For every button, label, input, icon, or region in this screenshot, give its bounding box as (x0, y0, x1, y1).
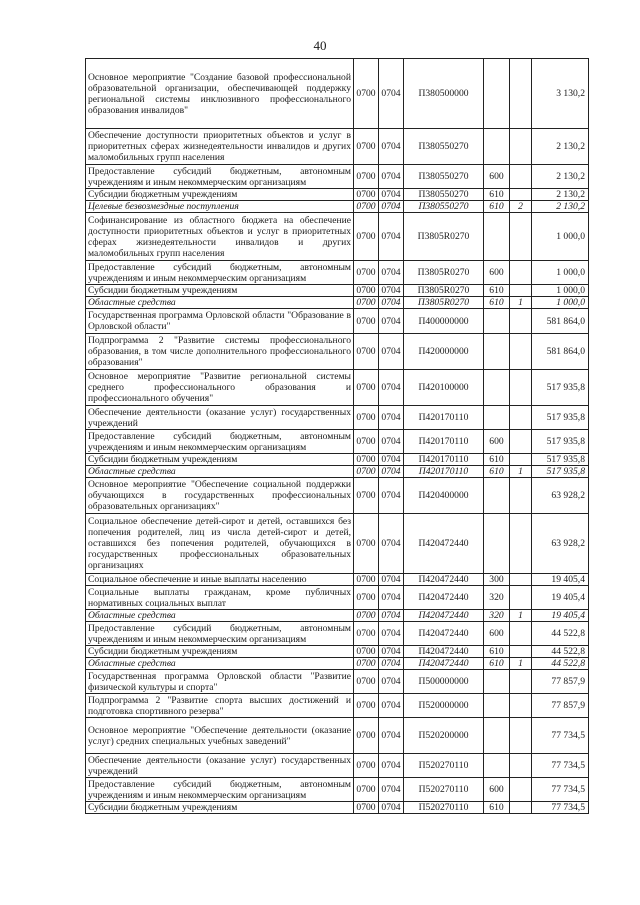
row-subsection-code: 0704 (379, 201, 404, 213)
row-section-code: 0700 (354, 261, 379, 285)
row-target-code: П520270110 (404, 802, 484, 814)
row-target-code: П420472440 (404, 514, 484, 574)
row-source-code (510, 718, 532, 754)
row-section-code: 0700 (354, 718, 379, 754)
row-amount: 517 935,8 (532, 466, 589, 478)
row-amount: 517 935,8 (532, 406, 589, 430)
table-row (86, 201, 589, 213)
row-target-code: П420170110 (404, 430, 484, 454)
row-source-code: 1 (510, 658, 532, 670)
row-source-code (510, 694, 532, 718)
table-row (86, 454, 589, 466)
row-expense-type (484, 370, 510, 406)
row-section-code: 0700 (354, 694, 379, 718)
row-amount: 2 130,2 (532, 201, 589, 213)
row-expense-type: 610 (484, 297, 510, 309)
row-name: Основное мероприятие "Обеспечение деятельности (оказание услуг) средних специальных учебных заведений" (86, 718, 354, 754)
row-subsection-code: 0704 (379, 478, 404, 514)
row-amount: 77 857,9 (532, 670, 589, 694)
table-row (86, 754, 589, 778)
table-row (86, 129, 589, 165)
row-expense-type: 610 (484, 285, 510, 297)
row-name: Предоставление субсидий бюджетным, автономным учреждениям и иным некоммерческим организациям (86, 261, 354, 285)
row-source-code (510, 285, 532, 297)
row-amount: 19 405,4 (532, 610, 589, 622)
row-name: Областные средства (86, 658, 354, 670)
budget-table (85, 58, 589, 814)
row-target-code: П500000000 (404, 670, 484, 694)
row-name: Субсидии бюджетным учреждениям (86, 285, 354, 297)
row-amount: 517 935,8 (532, 430, 589, 454)
row-expense-type (484, 309, 510, 334)
row-section-code: 0700 (354, 646, 379, 658)
row-expense-type (484, 478, 510, 514)
row-name: Государственная программа Орловской области "Развитие физической культуры и спорта" (86, 670, 354, 694)
row-source-code (510, 165, 532, 189)
row-subsection-code: 0704 (379, 406, 404, 430)
row-expense-type: 600 (484, 430, 510, 454)
row-name: Обеспечение доступности приоритетных объектов и услуг в приоритетных сферах жизнедеятельности инвалидов и других маломобильных групп населения (86, 129, 354, 165)
row-subsection-code: 0704 (379, 165, 404, 189)
row-subsection-code: 0704 (379, 610, 404, 622)
row-target-code: П420472440 (404, 610, 484, 622)
row-section-code: 0700 (354, 213, 379, 261)
row-expense-type: 610 (484, 646, 510, 658)
row-source-code (510, 334, 532, 370)
row-source-code (510, 478, 532, 514)
row-subsection-code: 0704 (379, 297, 404, 309)
row-section-code: 0700 (354, 406, 379, 430)
row-section-code: 0700 (354, 165, 379, 189)
row-expense-type: 320 (484, 610, 510, 622)
row-amount: 44 522,8 (532, 658, 589, 670)
row-expense-type (484, 213, 510, 261)
row-name: Основное мероприятие "Обеспечение социальной поддержки обучающихся в государственных профессиональных образовательных организациях" (86, 478, 354, 514)
row-expense-type: 610 (484, 454, 510, 466)
table-row (86, 514, 589, 574)
row-subsection-code: 0704 (379, 334, 404, 370)
row-section-code: 0700 (354, 297, 379, 309)
row-section-code: 0700 (354, 59, 379, 129)
row-subsection-code: 0704 (379, 189, 404, 201)
row-amount: 2 130,2 (532, 129, 589, 165)
row-section-code: 0700 (354, 454, 379, 466)
table-row (86, 802, 589, 814)
row-name: Предоставление субсидий бюджетным, автономным учреждениям и иным некоммерческим организациям (86, 430, 354, 454)
row-expense-type (484, 718, 510, 754)
table-row (86, 309, 589, 334)
row-section-code: 0700 (354, 574, 379, 586)
row-subsection-code: 0704 (379, 718, 404, 754)
row-target-code: П420472440 (404, 646, 484, 658)
row-target-code: П380550270 (404, 129, 484, 165)
row-source-code (510, 430, 532, 454)
row-target-code: П520200000 (404, 718, 484, 754)
row-name: Обеспечение деятельности (оказание услуг) государственных учреждений (86, 754, 354, 778)
row-subsection-code: 0704 (379, 778, 404, 802)
row-name: Предоставление субсидий бюджетным, автономным учреждениям и иным некоммерческим организациям (86, 165, 354, 189)
row-subsection-code: 0704 (379, 514, 404, 574)
row-expense-type (484, 129, 510, 165)
row-section-code: 0700 (354, 586, 379, 610)
row-source-code (510, 586, 532, 610)
row-section-code: 0700 (354, 285, 379, 297)
row-amount: 19 405,4 (532, 586, 589, 610)
row-target-code: П420472440 (404, 586, 484, 610)
row-section-code: 0700 (354, 309, 379, 334)
row-name: Областные средства (86, 610, 354, 622)
page-number: 40 (313, 38, 327, 53)
row-subsection-code: 0704 (379, 370, 404, 406)
row-section-code: 0700 (354, 189, 379, 201)
row-section-code: 0700 (354, 610, 379, 622)
table-row (86, 610, 589, 622)
table-row (86, 586, 589, 610)
row-source-code (510, 802, 532, 814)
row-source-code: 1 (510, 466, 532, 478)
row-name: Подпрограмма 2 "Развитие спорта высших достижений и подготовка спортивного резерва" (86, 694, 354, 718)
row-name: Областные средства (86, 466, 354, 478)
row-amount: 44 522,8 (532, 622, 589, 646)
table-row (86, 646, 589, 658)
row-source-code (510, 454, 532, 466)
table-row (86, 285, 589, 297)
row-subsection-code: 0704 (379, 466, 404, 478)
row-expense-type: 600 (484, 165, 510, 189)
row-section-code: 0700 (354, 622, 379, 646)
table-row (86, 574, 589, 586)
table-row (86, 622, 589, 646)
row-target-code: П420472440 (404, 574, 484, 586)
row-name: Софинансирование из областного бюджета на обеспечение доступности приоритетных объектов и услуг в приоритетных сферах жизнедеятельности инвалидов и других маломобильных групп населения (86, 213, 354, 261)
table-row (86, 261, 589, 285)
row-name: Основное мероприятие "Развитие региональной системы среднего профессионального образования и профессионального обучения" (86, 370, 354, 406)
row-source-code (510, 309, 532, 334)
row-subsection-code: 0704 (379, 574, 404, 586)
row-amount: 77 734,5 (532, 754, 589, 778)
row-section-code: 0700 (354, 466, 379, 478)
row-section-code: 0700 (354, 778, 379, 802)
row-subsection-code: 0704 (379, 129, 404, 165)
row-name: Социальные выплаты гражданам, кроме публичных нормативных социальных выплат (86, 586, 354, 610)
row-amount: 517 935,8 (532, 370, 589, 406)
row-name: Обеспечение деятельности (оказание услуг) государственных учреждений (86, 406, 354, 430)
row-target-code: П420100000 (404, 370, 484, 406)
table-row (86, 718, 589, 754)
row-subsection-code: 0704 (379, 454, 404, 466)
row-target-code: П3805R0270 (404, 261, 484, 285)
row-expense-type (484, 670, 510, 694)
row-amount: 19 405,4 (532, 574, 589, 586)
table-row (86, 297, 589, 309)
row-amount: 44 522,8 (532, 646, 589, 658)
row-source-code (510, 406, 532, 430)
row-expense-type (484, 514, 510, 574)
row-source-code (510, 670, 532, 694)
table-row (86, 466, 589, 478)
row-amount: 1 000,0 (532, 213, 589, 261)
table-row (86, 370, 589, 406)
row-source-code (510, 754, 532, 778)
row-source-code (510, 574, 532, 586)
row-expense-type: 610 (484, 802, 510, 814)
row-target-code: П520270110 (404, 754, 484, 778)
row-subsection-code: 0704 (379, 754, 404, 778)
row-source-code (510, 514, 532, 574)
row-source-code (510, 622, 532, 646)
row-target-code: П420170110 (404, 406, 484, 430)
row-amount: 2 130,2 (532, 189, 589, 201)
row-subsection-code: 0704 (379, 309, 404, 334)
row-target-code: П380550270 (404, 201, 484, 213)
budget-table-body (86, 59, 589, 814)
row-subsection-code: 0704 (379, 694, 404, 718)
row-subsection-code: 0704 (379, 261, 404, 285)
row-expense-type: 600 (484, 778, 510, 802)
row-target-code: П420472440 (404, 622, 484, 646)
table-row (86, 670, 589, 694)
table-row (86, 406, 589, 430)
row-expense-type (484, 754, 510, 778)
table-row (86, 59, 589, 129)
row-name: Субсидии бюджетным учреждениям (86, 802, 354, 814)
row-section-code: 0700 (354, 670, 379, 694)
row-target-code: П520270110 (404, 778, 484, 802)
row-target-code: П420170110 (404, 466, 484, 478)
row-subsection-code: 0704 (379, 646, 404, 658)
row-source-code (510, 213, 532, 261)
table-row (86, 165, 589, 189)
row-name: Субсидии бюджетным учреждениям (86, 454, 354, 466)
row-name: Предоставление субсидий бюджетным, автономным учреждениям и иным некоммерческим организациям (86, 778, 354, 802)
row-amount: 77 734,5 (532, 718, 589, 754)
row-name: Социальное обеспечение детей-сирот и детей, оставшихся без попечения родителей, лиц из числа детей-сирот и детей, оставшихся без попечения родителей, обучающихся в государственных профессиональных образовательных организациях (86, 514, 354, 574)
row-amount: 77 857,9 (532, 694, 589, 718)
row-expense-type (484, 694, 510, 718)
row-expense-type (484, 406, 510, 430)
row-subsection-code: 0704 (379, 586, 404, 610)
row-target-code: П380550270 (404, 189, 484, 201)
row-expense-type (484, 334, 510, 370)
table-row (86, 213, 589, 261)
row-amount: 3 130,2 (532, 59, 589, 129)
row-source-code (510, 129, 532, 165)
row-amount: 581 864,0 (532, 334, 589, 370)
row-source-code (510, 59, 532, 129)
row-expense-type (484, 59, 510, 129)
row-name: Субсидии бюджетным учреждениям (86, 189, 354, 201)
row-amount: 63 928,2 (532, 514, 589, 574)
row-target-code: П3805R0270 (404, 285, 484, 297)
row-name: Целевые безвозмездные поступления (86, 201, 354, 213)
row-subsection-code: 0704 (379, 430, 404, 454)
row-amount: 2 130,2 (532, 165, 589, 189)
row-section-code: 0700 (354, 754, 379, 778)
row-name: Предоставление субсидий бюджетным, автономным учреждениям и иным некоммерческим организациям (86, 622, 354, 646)
row-section-code: 0700 (354, 802, 379, 814)
row-target-code: П400000000 (404, 309, 484, 334)
table-row (86, 334, 589, 370)
row-section-code: 0700 (354, 478, 379, 514)
row-section-code: 0700 (354, 334, 379, 370)
row-subsection-code: 0704 (379, 285, 404, 297)
row-target-code: П380550270 (404, 165, 484, 189)
row-source-code (510, 261, 532, 285)
row-name: Субсидии бюджетным учреждениям (86, 646, 354, 658)
row-section-code: 0700 (354, 658, 379, 670)
row-section-code: 0700 (354, 514, 379, 574)
row-source-code (510, 646, 532, 658)
row-name: Основное мероприятие "Создание базовой профессиональной образовательной организации, обеспечивающей поддержку региональной системы инклюзивного профессионального образования инвалидов" (86, 59, 354, 129)
row-expense-type: 600 (484, 261, 510, 285)
row-source-code (510, 778, 532, 802)
row-subsection-code: 0704 (379, 658, 404, 670)
row-expense-type: 610 (484, 466, 510, 478)
row-expense-type: 600 (484, 622, 510, 646)
table-row (86, 778, 589, 802)
row-source-code (510, 189, 532, 201)
row-amount: 517 935,8 (532, 454, 589, 466)
row-amount: 1 000,0 (532, 285, 589, 297)
table-row (86, 430, 589, 454)
row-name: Социальное обеспечение и иные выплаты населению (86, 574, 354, 586)
row-source-code (510, 370, 532, 406)
row-target-code: П420000000 (404, 334, 484, 370)
row-amount: 1 000,0 (532, 297, 589, 309)
row-subsection-code: 0704 (379, 213, 404, 261)
row-amount: 1 000,0 (532, 261, 589, 285)
row-section-code: 0700 (354, 370, 379, 406)
row-source-code: 1 (510, 297, 532, 309)
row-target-code: П420472440 (404, 658, 484, 670)
row-amount: 63 928,2 (532, 478, 589, 514)
row-target-code: П420400000 (404, 478, 484, 514)
row-amount: 77 734,5 (532, 802, 589, 814)
table-row (86, 694, 589, 718)
row-target-code: П420170110 (404, 454, 484, 466)
row-section-code: 0700 (354, 129, 379, 165)
row-target-code: П3805R0270 (404, 213, 484, 261)
table-row (86, 478, 589, 514)
row-section-code: 0700 (354, 430, 379, 454)
row-expense-type: 610 (484, 201, 510, 213)
row-target-code: П520000000 (404, 694, 484, 718)
row-target-code: П3805R0270 (404, 297, 484, 309)
row-expense-type: 610 (484, 189, 510, 201)
row-source-code: 1 (510, 610, 532, 622)
row-subsection-code: 0704 (379, 802, 404, 814)
row-subsection-code: 0704 (379, 670, 404, 694)
row-target-code: П380500000 (404, 59, 484, 129)
row-name: Подпрограмма 2 "Развитие системы профессионального образования, в том числе дополнительного профессионального образования" (86, 334, 354, 370)
row-amount: 581 864,0 (532, 309, 589, 334)
row-name: Областные средства (86, 297, 354, 309)
row-expense-type: 300 (484, 574, 510, 586)
table-row (86, 189, 589, 201)
row-source-code: 2 (510, 201, 532, 213)
row-amount: 77 734,5 (532, 778, 589, 802)
table-row (86, 658, 589, 670)
row-subsection-code: 0704 (379, 622, 404, 646)
row-expense-type: 320 (484, 586, 510, 610)
row-section-code: 0700 (354, 201, 379, 213)
row-name: Государственная программа Орловской области "Образование в Орловской области" (86, 309, 354, 334)
row-subsection-code: 0704 (379, 59, 404, 129)
row-expense-type: 610 (484, 658, 510, 670)
